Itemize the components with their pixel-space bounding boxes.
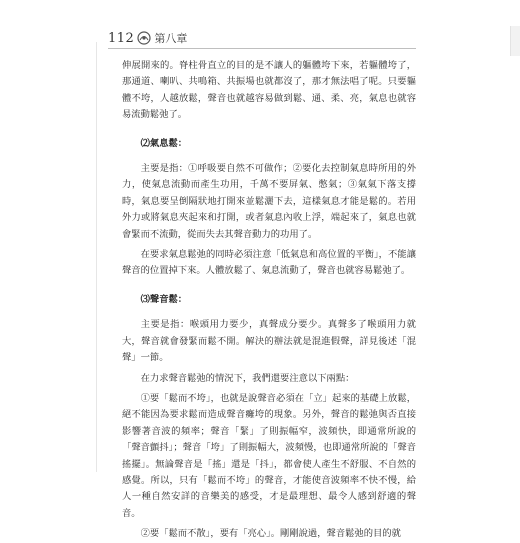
body-text — [122, 58, 416, 543]
section-heading: ⑶聲音鬆： — [140, 293, 188, 305]
chapter-emblem-icon — [137, 31, 151, 45]
margin-line — [96, 42, 97, 472]
paragraph: 主要是指：①呼吸要自然不可做作；②要化去控制氣息時所用的外力，使氣息流動而產生功用，千萬不要屏氣、憋氣；③氣氣下落支撐時，氣息要呈倒隔狀地打開來並鬆灑下去，這樣氣息才能是鬆的。若用外力或將氣息夾起來和打開，或者氣息內收上浮，端起來了，氣息也就會緊而不流動，從而失去其聲音動力的功用了。 — [122, 163, 416, 240]
running-header — [108, 28, 187, 48]
paragraph: ②要「鬆而不散」，要有「亮心」。剛剛說過，聲音鬆弛的目的就 — [140, 528, 401, 540]
paragraph: 主要是指：喉頭用力要少，真聲成分要少。真聲多了喉頭用力就大，聲音就會發緊而鬆不開。解決的辦法就是混進假聲，詳見後述「混聲」一節。 — [122, 319, 416, 364]
header-rule — [108, 48, 416, 49]
paragraph: 在力求聲音鬆弛的情況下，我們還要注意以下兩點： — [140, 372, 355, 384]
page-number: 112 — [108, 30, 135, 46]
chapter-title: 第八章 — [154, 32, 188, 45]
paragraph: 在要求氣息鬆弛的同時必須注意「低氣息和高位置的平衡」，不能讓聲音的位置掉下來。人體放鬆了、氣息流動了，聲音也就容易鬆弛了。 — [122, 249, 416, 277]
section-heading: ⑵氣息鬆： — [140, 137, 188, 149]
page-edge-tab — [510, 26, 520, 56]
paragraph: 伸展開來的。脊柱骨直立的目的是不讓人的軀體垮下來，若軀體垮了，那通道、喇叭、共鳴箱、共振場也就都沒了，那才無法唱了呢。只要軀體不垮，人越放鬆，聲音也就越容易做到鬆、通、柔、亮，氣息也就容易流動鬆弛了。 — [122, 60, 416, 121]
paragraph: ①要「鬆而不垮」，也就是說聲音必須在「立」起來的基礎上放鬆，絕不能因為要求鬆而造成聲音癱垮的現象。另外，聲音的鬆弛與否直接影響著音波的頻率；聲音「緊」了則振幅窄，波頻快，即通常所說的「聲音顫抖」；聲音「垮」了則振幅大，波頻慢，也即通常所說的「聲音搖擺」。無論聲音是「搖」還是「抖」，都會使人產生不舒服、不自然的感覺。所以，只有「鬆而不垮」的聲音，才能使音波頻率不快不慢，給人一種自然安詳的音樂美的感受，才是最理想、最令人感到舒適的聲音。 — [122, 392, 416, 519]
